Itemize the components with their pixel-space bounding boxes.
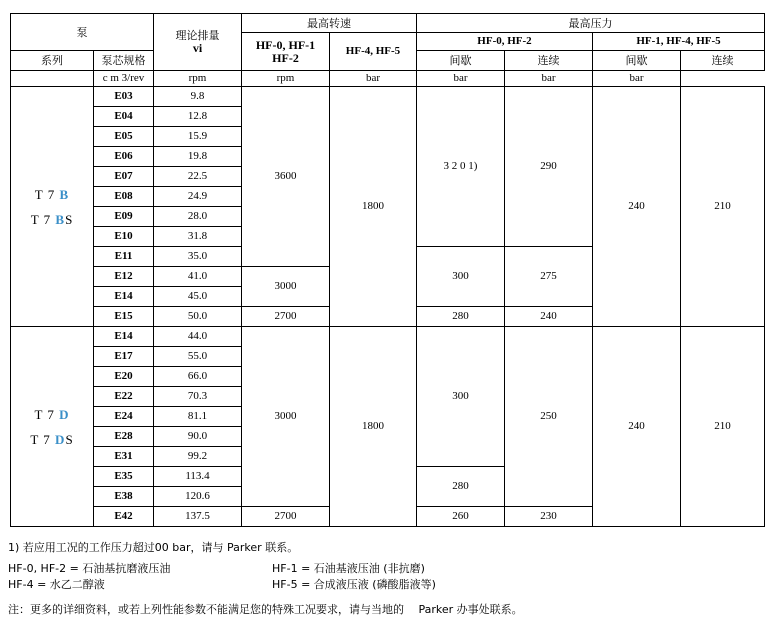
- cartridge-code: E35: [94, 467, 154, 487]
- header-cartridge: 泵芯规格: [94, 51, 154, 71]
- displacement-value: 41.0: [154, 267, 242, 287]
- cartridge-code: E12: [94, 267, 154, 287]
- header-speed-col2: HF-4, HF-5: [330, 33, 417, 71]
- header-pressure-group1: HF-0, HF-2: [417, 33, 593, 51]
- header-displacement: [154, 14, 242, 71]
- displacement-value: 44.0: [154, 327, 242, 347]
- displacement-value: 45.0: [154, 287, 242, 307]
- displacement-value: 9.8: [154, 87, 242, 107]
- pressure-continuous: 275: [505, 247, 593, 307]
- pressure-intermittent: 300: [417, 327, 505, 467]
- header-pump: 泵: [11, 14, 154, 51]
- displacement-value: 15.9: [154, 127, 242, 147]
- cartridge-code: E15: [94, 307, 154, 327]
- pressure-intermittent-hf145: 240: [593, 87, 681, 327]
- cartridge-code: E11: [94, 247, 154, 267]
- pressure-continuous: 290: [505, 87, 593, 247]
- displacement-value: 137.5: [154, 507, 242, 527]
- header-max-speed: 最高转速: [242, 14, 417, 33]
- displacement-value: 55.0: [154, 347, 242, 367]
- fluid-legend-row: [8, 577, 778, 593]
- unit-rpm-1: rpm: [154, 71, 242, 87]
- displacement-value: 50.0: [154, 307, 242, 327]
- displacement-value: 113.4: [154, 467, 242, 487]
- header-displacement-symbol: vi: [192, 41, 203, 55]
- unit-bar-2: bar: [417, 71, 505, 87]
- pressure-intermittent: 280: [417, 467, 505, 507]
- cartridge-code: E03: [94, 87, 154, 107]
- series-label: T 7 DS: [30, 431, 74, 447]
- displacement-value: 99.2: [154, 447, 242, 467]
- cartridge-code: E24: [94, 407, 154, 427]
- pressure-intermittent: 280: [417, 307, 505, 327]
- series-t7b: [11, 87, 94, 327]
- fluid-legend-item: HF-4 = 水乙二醇液: [8, 578, 105, 591]
- fluid-legend-item: HF-5 = 合成液压液 (磷酸脂液等): [272, 578, 436, 591]
- units-blank: [11, 71, 94, 87]
- cartridge-code: E42: [94, 507, 154, 527]
- displacement-value: 35.0: [154, 247, 242, 267]
- unit-bar-3: bar: [505, 71, 593, 87]
- cartridge-code: E08: [94, 187, 154, 207]
- header-speed-col1: [242, 33, 330, 71]
- cartridge-code: E20: [94, 367, 154, 387]
- pressure-intermittent: 300: [417, 247, 505, 307]
- displacement-value: 24.9: [154, 187, 242, 207]
- displacement-value: 81.1: [154, 407, 242, 427]
- pump-spec-table: [10, 13, 765, 527]
- notes-section: [8, 540, 778, 593]
- cartridge-code: E05: [94, 127, 154, 147]
- speed-hf45-value: 1800: [330, 87, 417, 327]
- header-continuous-2: 连续: [681, 51, 765, 71]
- footnote: 1) 若应用工况的工作压力超过00 bar，请与 Parker 联系。: [8, 541, 299, 554]
- pressure-intermittent: 3 2 0 1): [417, 87, 505, 247]
- speed-value: 3000: [242, 327, 330, 507]
- pressure-continuous-hf145: 210: [681, 87, 765, 327]
- cartridge-code: E31: [94, 447, 154, 467]
- unit-bar-1: bar: [330, 71, 417, 87]
- cartridge-code: E07: [94, 167, 154, 187]
- fluid-legend-item: HF-1 = 石油基液压油 (非抗磨): [272, 562, 425, 575]
- speed-value: 2700: [242, 307, 330, 327]
- displacement-value: 66.0: [154, 367, 242, 387]
- header-pressure-group2: HF-1, HF-4, HF-5: [593, 33, 765, 51]
- unit-displacement: c m 3/rev: [94, 71, 154, 87]
- header-displacement-label: 理论排量: [175, 29, 220, 42]
- displacement-value: 90.0: [154, 427, 242, 447]
- header-series: 系列: [11, 51, 94, 71]
- speed-value: 3000: [242, 267, 330, 307]
- cartridge-code: E14: [94, 287, 154, 307]
- header-max-pressure: 最高压力: [417, 14, 765, 33]
- header-intermittent-2: 间歇: [593, 51, 681, 71]
- cartridge-code: E22: [94, 387, 154, 407]
- header-continuous-1: 连续: [505, 51, 593, 71]
- fluid-legend-item: HF-0, HF-2 = 石油基抗磨液压油: [8, 562, 171, 575]
- header-intermittent-1: 间歇: [417, 51, 505, 71]
- pressure-continuous: 240: [505, 307, 593, 327]
- displacement-value: 70.3: [154, 387, 242, 407]
- displacement-value: 22.5: [154, 167, 242, 187]
- speed-hf45-value: 1800: [330, 327, 417, 527]
- contact-note: 注：更多的详细资料，或若上列性能参数不能满足您的特殊工况要求，请与当地的 Parker 办事处联系。: [8, 603, 523, 616]
- series-label: T 7 D: [34, 406, 70, 422]
- series-label: T 7 BS: [30, 211, 74, 227]
- cartridge-code: E09: [94, 207, 154, 227]
- cartridge-code: E06: [94, 147, 154, 167]
- pressure-continuous: 250: [505, 327, 593, 507]
- header-speed-col1-line2: HF-2: [272, 50, 299, 65]
- cartridge-code: E38: [94, 487, 154, 507]
- cartridge-code: E17: [94, 347, 154, 367]
- displacement-value: 12.8: [154, 107, 242, 127]
- cartridge-code: E04: [94, 107, 154, 127]
- unit-bar-4: bar: [593, 71, 681, 87]
- speed-value: 2700: [242, 507, 330, 527]
- speed-value: 3600: [242, 87, 330, 267]
- cartridge-code: E14: [94, 327, 154, 347]
- displacement-value: 19.8: [154, 147, 242, 167]
- pressure-intermittent-hf145: 240: [593, 327, 681, 527]
- pressure-continuous-hf145: 210: [681, 327, 765, 527]
- displacement-value: 120.6: [154, 487, 242, 507]
- cartridge-code: E28: [94, 427, 154, 447]
- series-t7d: [11, 327, 94, 527]
- fluid-legend-row: [8, 561, 778, 577]
- displacement-value: 31.8: [154, 227, 242, 247]
- pressure-continuous: 230: [505, 507, 593, 527]
- pressure-intermittent: 260: [417, 507, 505, 527]
- header-speed-col1-line1: HF-0, HF-1: [255, 37, 316, 52]
- unit-rpm-2: rpm: [242, 71, 330, 87]
- series-label: T 7 B: [34, 186, 70, 202]
- displacement-value: 28.0: [154, 207, 242, 227]
- cartridge-code: E10: [94, 227, 154, 247]
